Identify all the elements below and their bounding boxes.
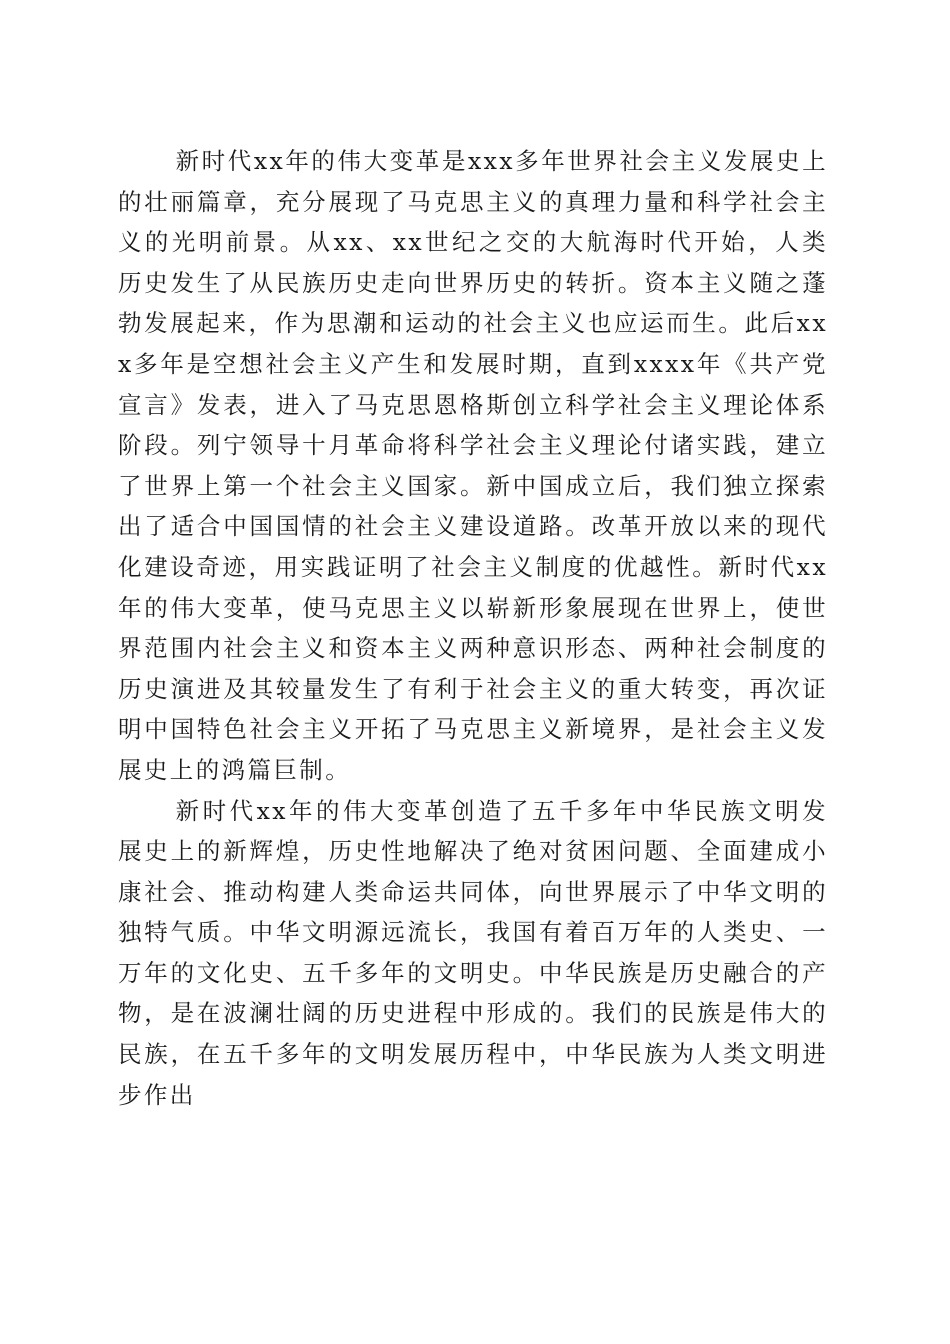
paragraph-1: 新时代xx年的伟大变革是xxx多年世界社会主义发展史上的壮丽篇章，充分展现了马克思主义的真理力量和科学社会主义的光明前景。从xx、xx世纪之交的大航海时代开始，人类历史发生了从民族历史走向世界历史的转折。资本主义随之蓬勃发展起来，作为思潮和运动的社会主义也应运而生。此后xxx多年是空想社会主义产生和发展时期，直到xxxx年《共产党宣言》发表，进入了马克思恩格斯创立科学社会主义理论体系阶段。列宁领导十月革命将科学社会主义理论付诸实践，建立了世界上第一个社会主义国家。新中国成立后，我们独立探索出了适合中国国情的社会主义建设道路。改革开放以来的现代化建设奇迹，用实践证明了社会主义制度的优越性。新时代xx年的伟大变革，使马克思主义以崭新形象展现在世界上，使世界范围内社会主义和资本主义两种意识形态、两种社会制度的历史演进及其较量发生了有利于社会主义的重大转变，再次证明中国特色社会主义开拓了马克思主义新境界，是社会主义发展史上的鸿篇巨制。 [118,147,828,784]
paragraph-2: 新时代xx年的伟大变革创造了五千多年中华民族文明发展史上的新辉煌，历史性地解决了绝对贫困问题、全面建成小康社会、推动构建人类命运共同体，向世界展示了中华文明的独特气质。中华文明源远流长，我国有着百万年的人类史、一万年的文化史、五千多年的文明史。中华民族是历史融合的产物，是在波澜壮阔的历史进程中形成的。我们的民族是伟大的民族，在五千多年的文明发展历程中，中华民族为人类文明进步作出 [118,796,828,1109]
document-body [118,141,828,1115]
